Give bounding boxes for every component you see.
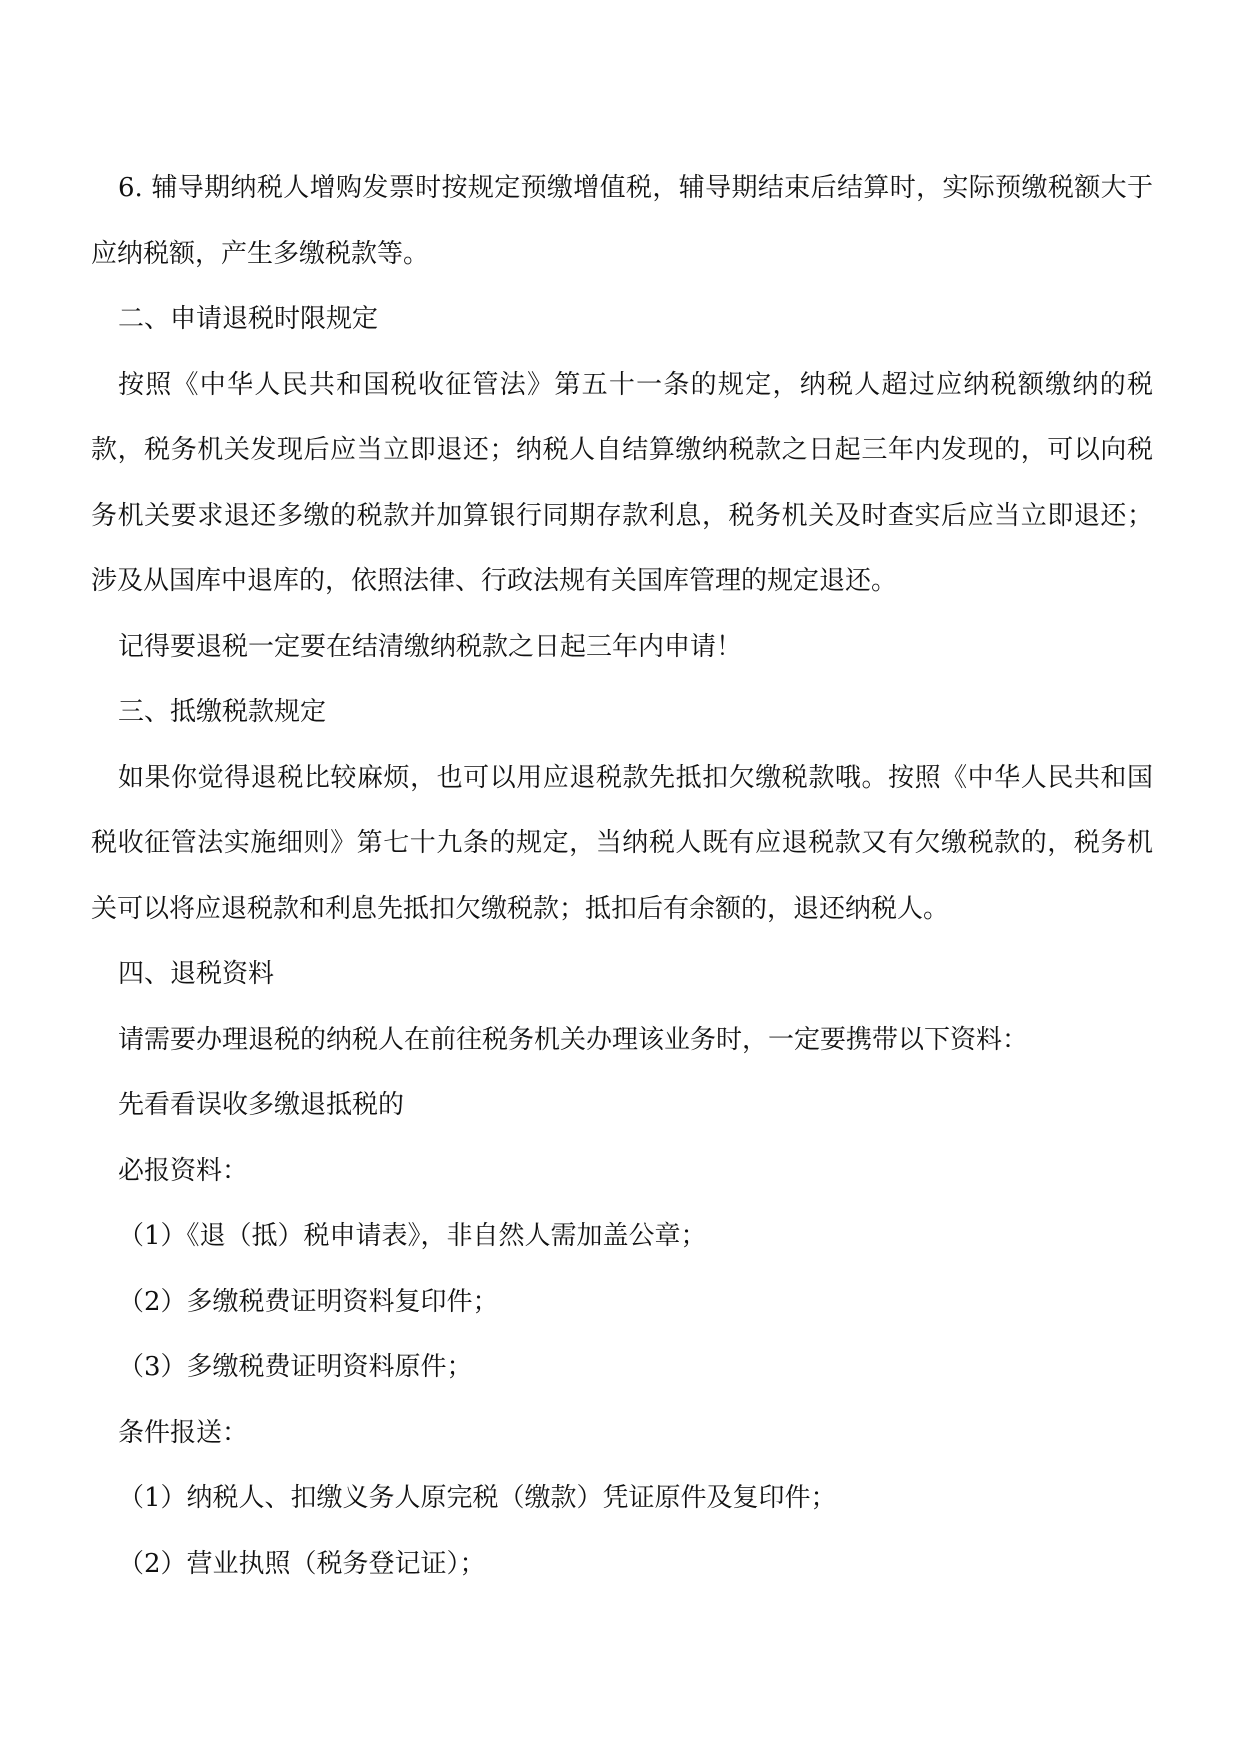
section-heading-refund-materials: 四、退税资料 (118, 959, 275, 989)
list-item-required-2: （2）多缴税费证明资料复印件； (118, 1286, 499, 1317)
paragraph-offset-article-79: 如果你觉得退税比较麻烦，也可以用应退税款先抵扣欠缴税款哦。按照《中华人民共和国税收征管法实施细则》第七十九条的规定，当纳税人既有应退税款又有欠缴税款的，税务机关可以将应退税款和利息先抵扣欠缴税款；抵扣后有余额的，退还纳税人。 (91, 762, 1153, 924)
document-body (91, 156, 1153, 1597)
list-item-required-1: （1）《退（抵）税申请表》，非自然人需加盖公章； (118, 1221, 707, 1251)
label-conditional-materials: 条件报送： (118, 1417, 249, 1448)
list-item-required-3: （3）多缴税费证明资料原件； (118, 1352, 473, 1382)
paragraph-overpayment-refund-intro: 先看看误收多缴退抵税的 (118, 1090, 405, 1120)
paragraph-tax-collection-law-article-51: 按照《中华人民共和国税收征管法》第五十一条的规定，纳税人超过应纳税额缴纳的税款，税务机关发现后应当立即退还；纳税人自结算缴纳税款之日起三年内发现的，可以向税务机关要求退还多缴的税款并加算银行同期存款利息，税务机关及时查实后应当立即退还；涉及从国库中退库的，依照法律、行政法规有关国库管理的规定退还。 (91, 369, 1153, 596)
list-item-conditional-1: （1）纳税人、扣缴义务人原完税（缴款）凭证原件及复印件； (118, 1483, 837, 1513)
section-heading-refund-time-limit: 二、申请退税时限规定 (118, 304, 379, 334)
paragraph-materials-intro: 请需要办理退税的纳税人在前往税务机关办理该业务时，一定要携带以下资料： (118, 1024, 1029, 1055)
section-heading-offset-rules: 三、抵缴税款规定 (118, 697, 327, 727)
paragraph-three-year-reminder: 记得要退税一定要在结清缴纳税款之日起三年内申请！ (118, 631, 743, 662)
list-item-conditional-2: （2）营业执照（税务登记证）； (118, 1548, 486, 1579)
label-required-materials: 必报资料： (118, 1155, 249, 1186)
paragraph-prepaid-vat-overpayment: 6. 辅导期纳税人增购发票时按规定预缴增值税，辅导期结束后结算时，实际预缴税额大于应纳税额，产生多缴税款等。 (91, 173, 1153, 269)
